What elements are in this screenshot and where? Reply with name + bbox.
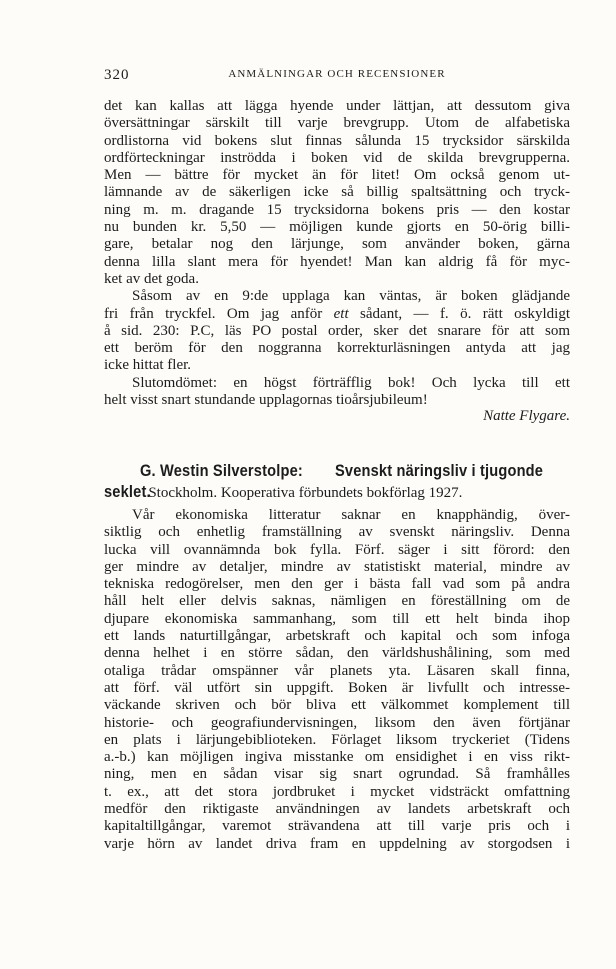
text-line: Vår ekonomiska litteratur saknar en knapphändig, över-	[132, 507, 570, 523]
text-line: översättningar särskilt till varje brevgrupp. Utom de alfabetiska	[104, 115, 570, 132]
text-line: siktlig och enhetlig framställning av svenskt näringsliv. Denna	[104, 524, 570, 541]
text-line: ordlistorna vid bokens slut finnas sålunda 15 trycksidor särskilda	[104, 132, 570, 149]
text-line: en plats i lärjungebiblioteken. Förlaget liksom tryckeriet (Tidens	[104, 731, 570, 748]
text-line: det kan kallas att lägga hyende under lättjan, att dessutom giva	[104, 98, 570, 114]
text-line: kapitaltillgångar, varemot strävandena att till varje pris och i	[104, 818, 570, 835]
text-line: gare, betalar nog den lärjunge, som använder boken, gärna	[104, 236, 570, 253]
text-line: nu bunden kr. 5,50 — möjligen kunde gjorts en 50-örig billi-	[104, 219, 570, 236]
text-line: icke hittat fler.	[104, 357, 192, 374]
page-header	[104, 67, 570, 85]
text-line: ning, men en sådan visar sig snart ogrundad. Så framhålles	[104, 766, 570, 783]
text-line: Såsom av en 9:de upplaga kan väntas, är boken glädjande	[132, 288, 570, 305]
running-title: ANMÄLNINGAR OCH RECENSIONER	[228, 68, 446, 80]
text-run: sådant, — f. ö. rätt oskyldigt	[348, 305, 570, 322]
text-line: djupare ekonomiska sammanhang, som till ett helt binda ihop	[104, 610, 570, 627]
text-line: denna lilla slant mera för hyendet! Man kan aldrig få för myc-	[104, 253, 570, 270]
text-line: medför den riktigaste användningen av landets arbetskraft och	[104, 801, 570, 818]
text-line: tekniska redogörelser, men den ger i bästa fall vad som på andra	[104, 576, 570, 593]
text-line: å sid. 230: P.C, läs PO postal order, sker det snarare för att som	[104, 322, 570, 339]
text-line: ordförteckningar inströdda i boken vid de skilda brevgrupperna.	[104, 149, 570, 166]
text-line: historie- och geografiundervisningen, liksom den även förtjänar	[104, 714, 570, 731]
publication-info: Stockholm. Kooperativa förbundets bokförlag 1927.	[148, 485, 463, 501]
text-line-with-emphasis	[104, 306, 570, 323]
text-line: Slutomdömet: en högst förträfflig bok! Och lycka till ett	[132, 374, 570, 391]
heading-line	[104, 461, 570, 482]
emphasized-word: ett	[333, 305, 349, 322]
text-line: varje hörn av landet driva fram en uppdelning av storgodsen i	[104, 835, 570, 852]
text-line: håll helt eller delvis saknas, nämligen en föreställning om de	[104, 593, 570, 610]
reviewer-signature: Natte Flygare.	[483, 408, 570, 424]
text-line: a.-b.) kan möjligen ingiva misstanke om ensidighet i en viss rikt-	[104, 749, 570, 766]
text-line: ket av det goda.	[104, 270, 199, 287]
text-run: fri från tryckfel. Om jag anför	[104, 305, 334, 322]
text-line: t. ex., att det stora jordbruket i mycket vidsträckt omfattning	[104, 783, 570, 800]
text-line: ger mindre av detaljer, mindre av statistiskt material, mindre av	[104, 558, 570, 575]
page-number: 320	[104, 67, 130, 83]
text-line: helt visst snart stundande upplagornas tioårsjubileum!	[104, 392, 428, 409]
book-title-continued: seklet.	[104, 482, 151, 501]
review-1-body	[104, 98, 570, 409]
text-line: väckande skriven och bör bliva ett välkommet komplement till	[104, 697, 570, 714]
text-line: lucka vill ovannämnda bok fylla. Förf. säger i sitt förord: den	[104, 541, 570, 558]
text-line: ning m. m. dragande 15 trycksidorna bokens pris — den kostar	[104, 201, 570, 218]
review-2-body	[104, 507, 570, 853]
text-line: ett beröm för den noggranna korrekturläsningen antyda att jag	[104, 340, 570, 357]
text-line: otaliga trådar omspänner vår planets yta. Läsaren skall finna,	[104, 662, 570, 679]
review-2-heading	[104, 461, 570, 503]
text-line: Men — bättre för mycket än för litet! Om också genom ut-	[104, 167, 570, 184]
book-author: G. Westin Silverstolpe:	[140, 461, 303, 480]
text-line: denna helhet i en större sådan, den världshushålining, som med	[104, 645, 570, 662]
text-line: lämnande av de säkerligen icke så billig spaltsättning och tryck-	[104, 184, 570, 201]
text-line: ett lands naturtillgångar, arbetskraft och kapital och som infoga	[104, 628, 570, 645]
book-title: Svenskt näringsliv i tjugonde	[335, 461, 544, 480]
heading-line	[104, 482, 570, 503]
text-line: att förf. väl utfört sin uppgift. Boken är livfullt och intresse-	[104, 679, 570, 696]
